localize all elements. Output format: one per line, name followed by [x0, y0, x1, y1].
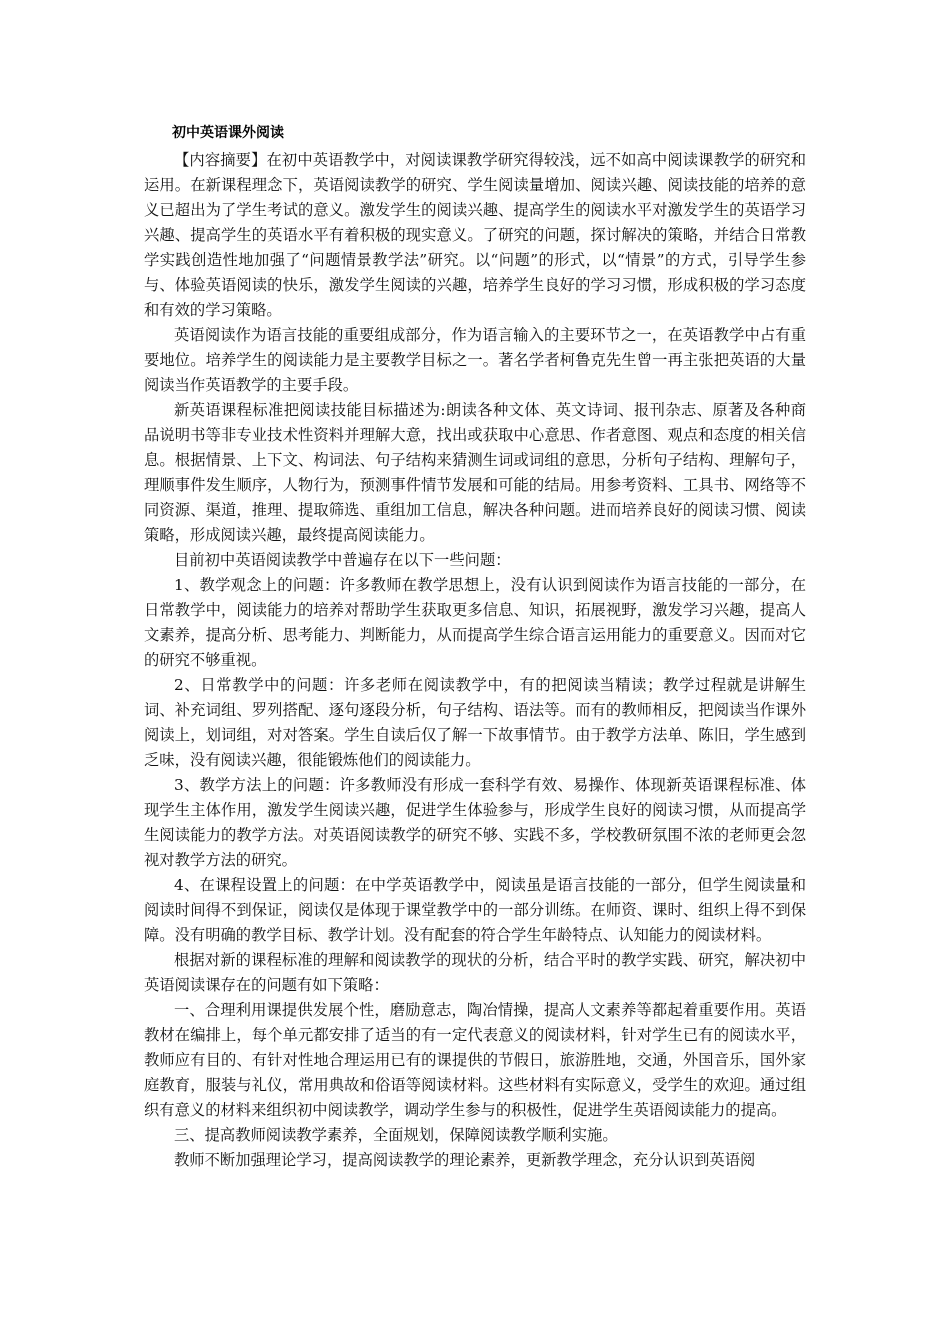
document-title: 初中英语课外阅读 [172, 125, 284, 141]
problem-paragraph-2: 2、日常教学中的问题：许多老师在阅读教学中，有的把阅读当精读；教学过程就是讲解生词、补充词组、罗列搭配、逐句逐段分析，句子结构、语法等。而有的教师相反，把阅读当作课外阅读上，划词组，对对答案。学生自读后仅了解一下故事情节。由于教学方法单、陈旧，学生感到乏味，没有阅读兴趣，很能锻炼他们的阅读能力。 [144, 676, 806, 769]
body-paragraph: 目前初中英语阅读教学中普遍存在以下一些问题： [174, 551, 511, 569]
abstract-paragraph: 【内容摘要】在初中英语教学中，对阅读课教学研究得较浅，远不如高中阅读课教学的研究和运用。在新课程理念下，英语阅读教学的研究、学生阅读量增加、阅读兴趣、阅读技能的培养的意义已超出为了学生考试的意义。激发学生的阅读兴趣、提高学生的阅读水平对激发学生的英语学习兴趣、提高学生的英语水平有着积极的现实意义。了研究的问题，探讨解决的策略，并结合日常教学实践创造性地加强了“问题情景教学法”研究。以“问题”的形式，以“情景”的方式，引导学生参与、体验英语阅读的快乐，激发学生阅读的兴趣，培养学生良好的学习习惯，形成积极的学习态度和有效的学习策略。 [144, 151, 806, 319]
strategy-paragraph-1: 一、合理利用课提供发展个性，磨励意志，陶冶情操，提高人文素养等都起着重要作用。英语教材在编排上，每个单元都安排了适当的有一定代表意义的阅读材料，针对学生已有的阅读水平，教师应有目的、有针对性地合理运用已有的课提供的节假日，旅游胜地，交通，外国音乐，国外家庭教育，服装与礼仪，常用典故和俗语等阅读材料。这些材料有实际意义，受学生的欢迎。通过组织有意义的材料来组织初中阅读教学，调动学生参与的积极性，促进学生英语阅读能力的提高。 [144, 1001, 806, 1119]
strategy-paragraph-3: 三、提高教师阅读教学素养，全面规划，保障阅读教学顺利实施。 [174, 1126, 618, 1144]
problem-paragraph-4: 4、在课程设置上的问题：在中学英语教学中，阅读虽是语言技能的一部分，但学生阅读量和阅读时间得不到保证，阅读仅是体现于课堂教学中的一部分训练。在师资、课时、组织上得不到保障。没有明确的教学目标、教学计划。没有配套的符合学生年龄特点、认知能力的阅读材料。 [144, 876, 806, 944]
document-body [144, 121, 806, 1173]
body-paragraph: 英语阅读作为语言技能的重要组成部分，作为语言输入的主要环节之一，在英语教学中占有重要地位。培养学生的阅读能力是主要教学目标之一。著名学者柯鲁克先生曾一再主张把英语的大量阅读当作英语教学的主要手段。 [144, 326, 806, 394]
body-paragraph: 根据对新的课程标准的理解和阅读教学的现状的分析，结合平时的教学实践、研究，解决初中英语阅读课存在的问题有如下策略： [144, 951, 806, 994]
problem-paragraph-1: 1、教学观念上的问题：许多教师在教学思想上，没有认识到阅读作为语言技能的一部分，在日常教学中，阅读能力的培养对帮助学生获取更多信息、知识，拓展视野，激发学习兴趣，提高人文素养，提高分析、思考能力、判断能力，从而提高学生综合语言运用能力的重要意义。因而对它的研究不够重视。 [144, 576, 806, 669]
body-paragraph: 教师不断加强理论学习，提高阅读教学的理论素养，更新教学理念，充分认识到英语阅 [174, 1151, 756, 1169]
body-paragraph: 新英语课程标准把阅读技能目标描述为:朗读各种文体、英文诗词、报刊杂志、原著及各种商品说明书等非专业技术性资料并理解大意，找出或获取中心意思、作者意图、观点和态度的相关信息。根据情景、上下文、构词法、句子结构来猜测生词或词组的意思，分析句子结构、理解句子，理顺事件发生顺序，人物行为，预测事件情节发展和可能的结局。用参考资料、工具书、网络等不同资源、渠道，推理、提取筛选、重组加工信息，解决各种问题。进而培养良好的阅读习惯、阅读策略，形成阅读兴趣，最终提高阅读能力。 [144, 401, 806, 544]
problem-paragraph-3: 3、教学方法上的问题：许多教师没有形成一套科学有效、易操作、体现新英语课程标准、体现学生主体作用，激发学生阅读兴趣，促进学生体验参与，形成学生良好的阅读习惯，从而提高学生阅读能力的教学方法。对英语阅读教学的研究不够、实践不多，学校教研氛围不浓的老师更会忽视对教学方法的研究。 [144, 776, 806, 869]
